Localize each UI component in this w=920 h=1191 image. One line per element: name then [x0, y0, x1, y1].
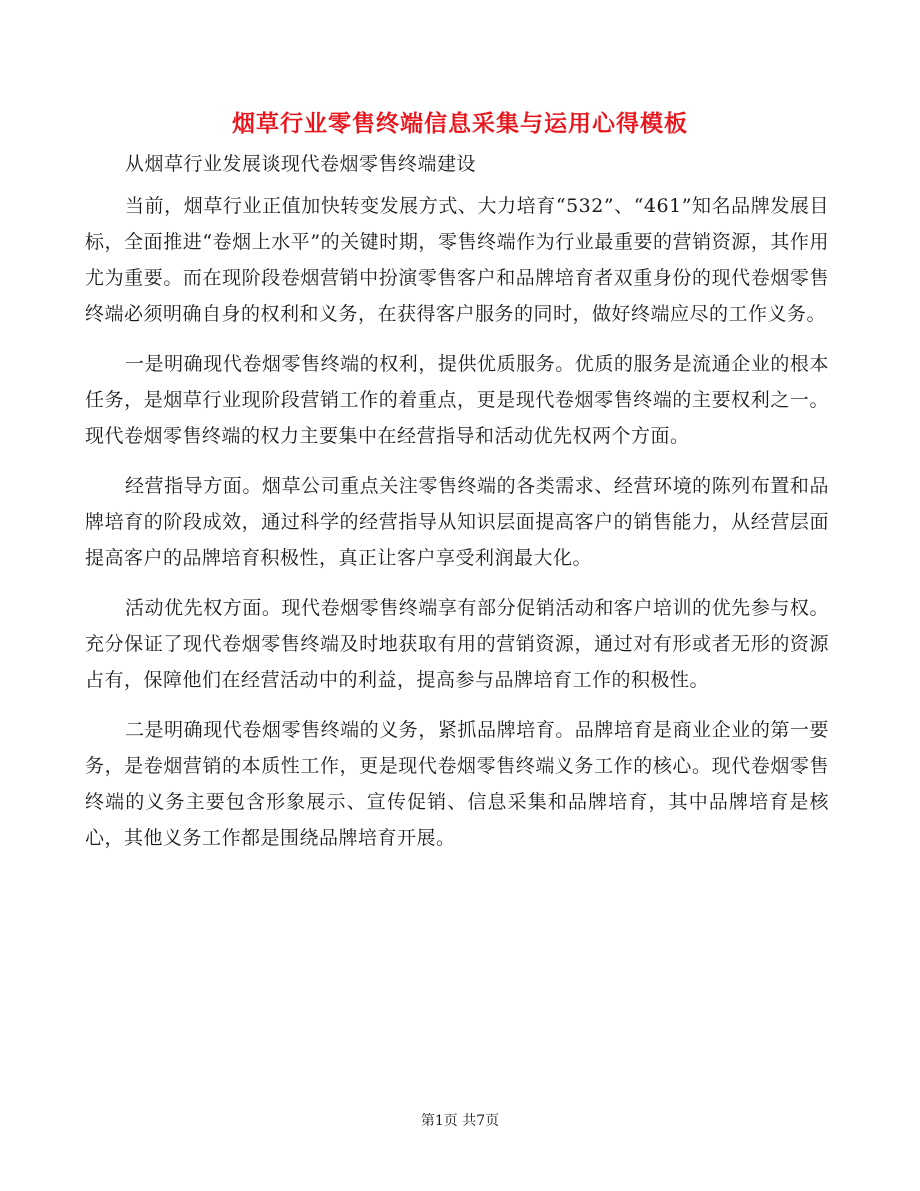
paragraph-5: 二是明确现代卷烟零售终端的义务，紧抓品牌培育。品牌培育是商业企业的第一要务，是卷烟营销的本质性工作，更是现代卷烟零售终端义务工作的核心。现代卷烟零售终端的义务主要包含形象展示、宣传促销、信息采集和品牌培育，其中品牌培育是核心，其他义务工作都是围绕品牌培育开展。	[85, 719, 829, 849]
paragraph-3: 经营指导方面。烟草公司重点关注零售终端的各类需求、经营环境的陈列布置和品牌培育的阶段成效，通过科学的经营指导从知识层面提高客户的销售能力，从经营层面提高客户的品牌培育积极性，真正让客户享受利润最大化。	[85, 475, 829, 569]
document-body	[85, 146, 829, 870]
page-number: 第1页 共7页	[420, 1113, 500, 1129]
paragraph-1: 当前，烟草行业正值加快转变发展方式、大力培育“532”、“461”知名品牌发展目标，全面推进“卷烟上水平”的关键时期，零售终端作为行业最重要的营销资源，其作用尤为重要。而在现阶段卷烟营销中扮演零售客户和品牌培育者双重身份的现代卷烟零售终端必须明确自身的权利和义务，在获得客户服务的同时，做好终端应尽的工作义务。	[85, 195, 829, 325]
paragraph-2: 一是明确现代卷烟零售终端的权利，提供优质服务。优质的服务是流通企业的根本任务，是烟草行业现阶段营销工作的着重点，更是现代卷烟零售终端的主要权利之一。现代卷烟零售终端的权力主要集中在经营指导和活动优先权两个方面。	[85, 353, 829, 447]
paragraph-4: 活动优先权方面。现代卷烟零售终端享有部分促销活动和客户培训的优先参与权。充分保证了现代卷烟零售终端及时地获取有用的营销资源，通过对有形或者无形的资源占有，保障他们在经营活动中的利益，提高参与品牌培育工作的积极性。	[85, 597, 829, 691]
document-subtitle: 从烟草行业发展谈现代卷烟零售终端建设	[125, 153, 477, 175]
document-title: 烟草行业零售终端信息采集与运用心得模板	[232, 110, 688, 137]
